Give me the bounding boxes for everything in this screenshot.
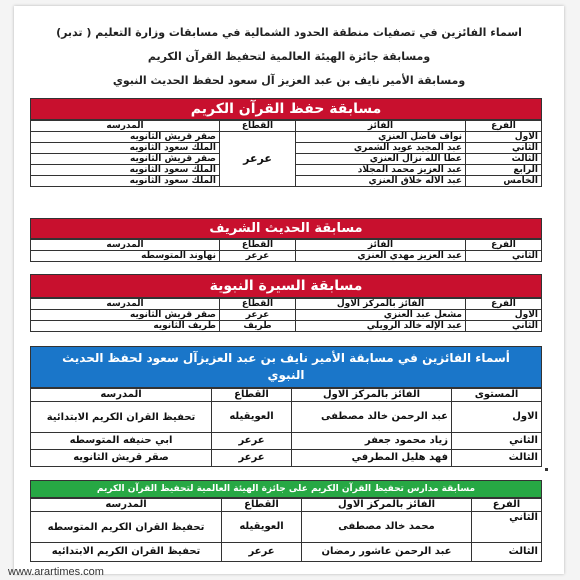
column-header: الفائز بالمركز الاول: [292, 389, 452, 402]
watermark: www.arartimes.com: [8, 566, 104, 578]
sector-cell: عرعر: [220, 251, 296, 262]
section-title: مسابقة الحديث الشريف: [30, 218, 542, 239]
table-row: [31, 402, 542, 433]
sector-cell: عرعر: [220, 132, 296, 187]
sector-cell: العويقيله: [222, 512, 302, 543]
winner-cell: عبد العزيز محمد المجلاد: [296, 165, 466, 176]
school-cell: ابي حنيفه المتوسطه: [31, 433, 212, 450]
section-title: مسابقة مدارس تحفيظ القرآن الكريم على جائزة الهيئة العالمية لتحفيظ القرآن الكريم: [30, 480, 542, 498]
section-prince-naif-hadith: [30, 346, 542, 467]
table-header-row: [31, 389, 542, 402]
winner-cell: عبد الرحمن عاشور رمضان: [302, 543, 472, 562]
school-cell: طريف الثانويه: [31, 321, 220, 332]
column-header: الفائز: [296, 121, 466, 132]
header-line-3: ومسابقة الأمير نايف بن عبد العزيز آل سعود لحفظ الحديث النبوي: [112, 74, 466, 87]
school-cell: تحفيظ القران الكريم الابتدائية: [31, 402, 212, 433]
table-header-row: [31, 121, 542, 132]
column-header: المدرسه: [31, 121, 220, 132]
table-row: [31, 450, 542, 467]
section-seerah: [30, 274, 542, 332]
winner-cell: زياد محمود جعفر: [292, 433, 452, 450]
school-cell: صقر قريش الثانويه: [31, 450, 212, 467]
table-header-row: [31, 240, 542, 251]
section-title: مسابقة السيرة النبوية: [30, 274, 542, 298]
column-header: القطاع: [220, 121, 296, 132]
column-header: الفرع: [466, 121, 542, 132]
branch-cell: الثالث: [466, 154, 542, 165]
column-header: الفرع: [472, 499, 542, 512]
school-cell: تحفيظ القران الكريم الابتدائيه: [31, 543, 222, 562]
school-cell: نهاوند المتوسطه: [31, 251, 220, 262]
table-header-row: [31, 499, 542, 512]
sector-cell: العويقيله: [212, 402, 292, 433]
stray-mark: [545, 468, 548, 471]
school-cell: صقر قريش الثانويه: [31, 154, 220, 165]
section-title: أسماء الفائزين في مسابقة الأمير نايف بن عبد العزيزآل سعود لحفظ الحديث النبوي: [30, 346, 542, 388]
winner-cell: فهد هليل المطرفي: [292, 450, 452, 467]
column-header: المستوى: [452, 389, 542, 402]
section-hadith: [30, 218, 542, 262]
column-header: الفائز: [296, 240, 466, 251]
results-table: [30, 120, 542, 187]
column-header: القطاع: [212, 389, 292, 402]
winner-cell: عبد الرحمن خالد مصطفى: [292, 402, 452, 433]
table-row: [31, 321, 542, 332]
level-cell: الاول: [452, 402, 542, 433]
sector-cell: عرعر: [220, 310, 296, 321]
table-row: [31, 251, 542, 262]
table-row: [31, 310, 542, 321]
section-quran-memorization: [30, 98, 542, 187]
results-table: [30, 239, 542, 262]
header-line-1: اسماء الفائزين في تصفيات منطقة الحدود الشمالية في مسابقات وزارة التعليم ( تدبر): [56, 26, 522, 39]
table-row: [31, 132, 542, 143]
winner-cell: عبد الإله خالد الرويلي: [296, 321, 466, 332]
results-table: [30, 298, 542, 332]
winner-cell: محمد خالد مصطفى: [302, 512, 472, 543]
sector-cell: عرعر: [212, 433, 292, 450]
column-header: المدرسه: [31, 499, 222, 512]
results-table: [30, 498, 542, 562]
school-cell: الملك سعود الثانويه: [31, 165, 220, 176]
sector-cell: طريف: [220, 321, 296, 332]
header-line-2: ومسابقة جائزة الهيئة العالمية لتحفيظ القرآن الكريم: [147, 50, 431, 63]
level-cell: الثاني: [452, 433, 542, 450]
sector-cell: عرعر: [212, 450, 292, 467]
branch-cell: الرابع: [466, 165, 542, 176]
table-header-row: [31, 299, 542, 310]
column-header: الفرع: [466, 299, 542, 310]
branch-cell: الثاني: [466, 251, 542, 262]
table-row: [31, 433, 542, 450]
school-cell: تحفيظ القران الكريم المتوسطه: [31, 512, 222, 543]
school-cell: صقر قريش الثانويه: [31, 310, 220, 321]
column-header: الفرع: [466, 240, 542, 251]
column-header: القطاع: [222, 499, 302, 512]
winner-cell: عبد الاله خلاق العنزي: [296, 176, 466, 187]
branch-cell: الاول: [466, 310, 542, 321]
column-header: الفائز بالمركز الاول: [302, 499, 472, 512]
school-cell: الملك سعود الثانويه: [31, 143, 220, 154]
column-header: القطاع: [220, 240, 296, 251]
school-cell: صقر قريش الثانويه: [31, 132, 220, 143]
branch-cell: الثاني: [466, 321, 542, 332]
column-header: القطاع: [220, 299, 296, 310]
branch-cell: الثاني: [472, 512, 542, 543]
column-header: المدرسه: [31, 299, 220, 310]
branch-cell: الثاني: [466, 143, 542, 154]
column-header: المدرسه: [31, 240, 220, 251]
table-row: [31, 543, 542, 562]
branch-cell: الاول: [466, 132, 542, 143]
school-cell: الملك سعود الثانويه: [31, 176, 220, 187]
winner-cell: عطا الله نزال العنزي: [296, 154, 466, 165]
column-header: الفائز بالمركز الاول: [296, 299, 466, 310]
sector-cell: عرعر: [222, 543, 302, 562]
results-table: [30, 388, 542, 467]
level-cell: الثالث: [452, 450, 542, 467]
winner-cell: عبد المجيد عويد الشمري: [296, 143, 466, 154]
winner-cell: عبد العزيز مهدي العنزي: [296, 251, 466, 262]
branch-cell: الثالث: [472, 543, 542, 562]
winner-cell: مشعل عبد العنزي: [296, 310, 466, 321]
section-quran-schools: [30, 480, 542, 562]
document-page: [14, 6, 564, 574]
winner-cell: نواف فاضل العنزي: [296, 132, 466, 143]
branch-cell: الخامس: [466, 176, 542, 187]
column-header: المدرسه: [31, 389, 212, 402]
table-row: [31, 512, 542, 543]
section-title: مسابقة حفظ القرآن الكريم: [30, 98, 542, 120]
